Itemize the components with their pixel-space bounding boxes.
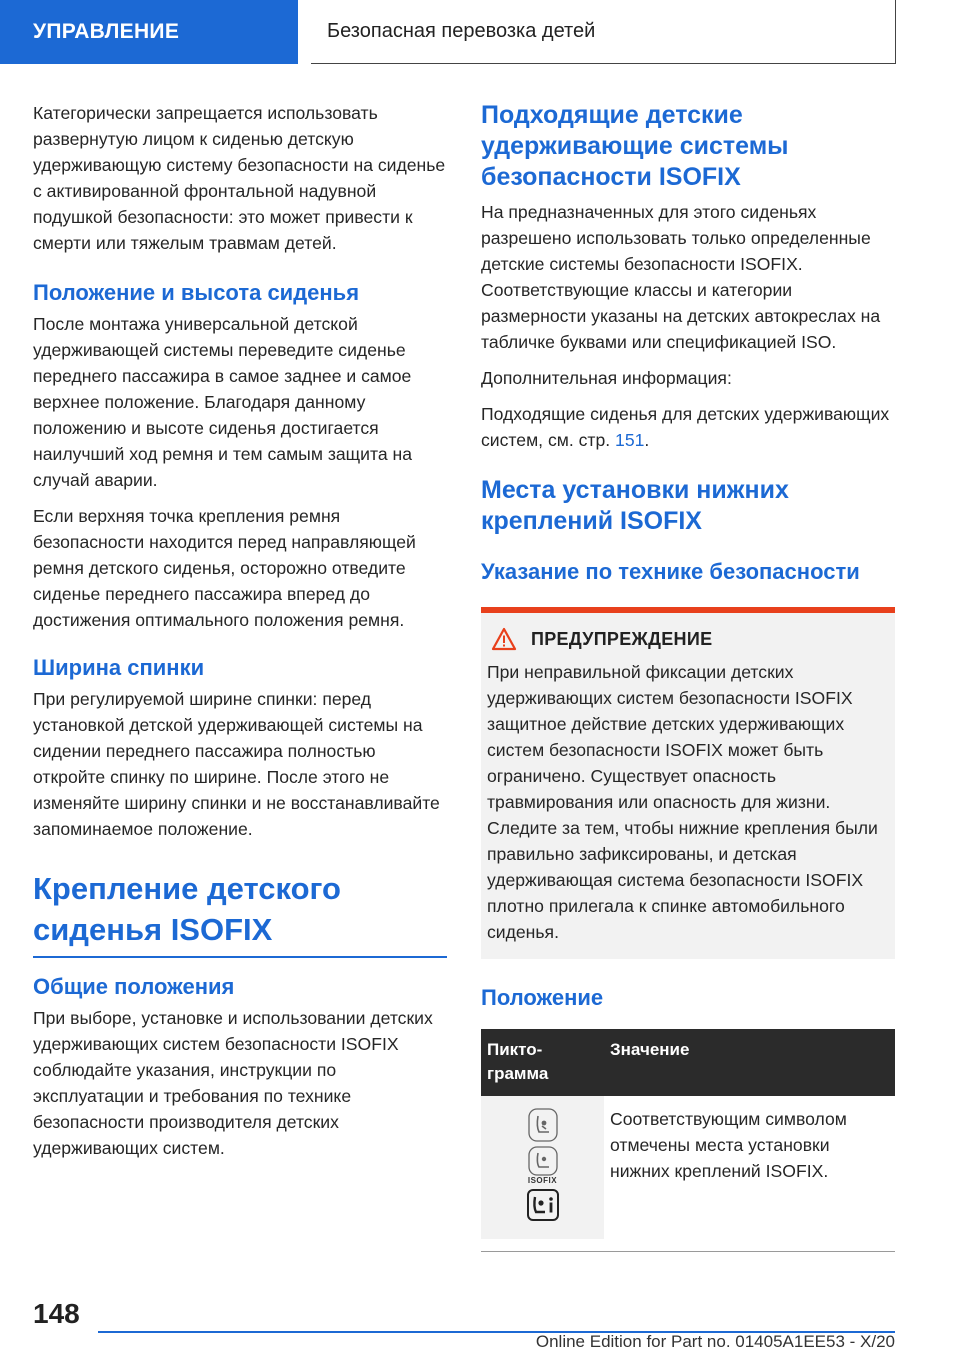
position-paragraph-2: Если верхняя точка крепления ремня безопасности находится перед направляющей ремня детского сиденья, осторожно отведите сиденье переднего пассажира вперед до достижения оптимального положения ремня. <box>33 506 416 630</box>
pictogram-table <box>481 1029 895 1239</box>
right-column <box>481 100 895 1252</box>
warning-header <box>487 627 887 651</box>
warning-text: При неправильной фиксации детских удерживающих систем безопасности ISOFIX защитное действие детских удерживающих систем безопасности ISOFIX может быть ограничено. Существует опасность травмирования или опасность для жизни. Следите за тем, чтобы нижние крепления были правильно зафиксированы, и детская удерживающая система безопасности ISOFIX плотно прилегала к спинке автомобильного сиденья. <box>487 662 878 942</box>
heading-divider <box>33 956 447 958</box>
intro-paragraph: Категорически запрещается использовать развернутую лицом к сиденью детскую удерживающую систему безопасности на сиденье с активированной фронтальной надувной подушкой безопасности: это может привести к смерти или тяжелым травмам детей. <box>33 103 446 253</box>
page-reference-link[interactable]: 151 <box>615 430 645 450</box>
suitable-heading: Подходящие детские удерживающие системы безопасности ISOFIX <box>481 101 789 191</box>
section-tab: УПРАВЛЕНИЕ <box>0 0 298 64</box>
width-paragraph: При регулируемой ширине спинки: перед установкой детской удерживающей системы на сидении переднего пассажира полностью откройте спинку по ширине. После этого не изменяйте ширину спинки и не восстанавливайте запоминаемое положение. <box>33 689 440 839</box>
table-header-row <box>481 1029 895 1096</box>
column-header-meaning: Значение <box>610 1040 690 1059</box>
edition-text: Online Edition for Part no. 01405A1EE53 - X/20 <box>535 1332 895 1351</box>
left-column <box>33 100 447 1171</box>
pictogram-stack <box>487 1106 598 1227</box>
isofix-label-icon <box>528 1146 558 1185</box>
suitable-paragraph-3-text: Подходящие сиденья для детских удерживающих систем, см. стр. <box>481 404 890 450</box>
meaning-cell <box>604 1096 895 1239</box>
warning-title: ПРЕДУПРЕЖДЕНИЕ <box>531 628 713 649</box>
isofix-seat-small-icon <box>528 1146 558 1176</box>
table-bottom-divider <box>481 1251 895 1252</box>
width-heading: Ширина спинки <box>33 655 205 680</box>
table-row <box>481 1096 895 1239</box>
chapter-title <box>311 0 896 64</box>
suitable-paragraph-3: Подходящие сиденья для детских удерживающих систем, см. стр. 151. <box>481 404 890 450</box>
meaning-text: Соответствующим символом отмечены места установки нижних креплений ISOFIX. <box>610 1109 847 1181</box>
general-heading: Общие положения <box>33 974 235 999</box>
general-paragraph: При выборе, установке и использовании детских удерживающих систем безопасности ISOFIX соблюдайте указания, инструкции по эксплуатации и требования по технике безопасности производителя детских удерживающих систем. <box>33 1008 433 1158</box>
pictogram-cell <box>481 1096 604 1239</box>
warning-box <box>481 607 895 959</box>
warning-triangle-icon <box>491 627 517 651</box>
location-heading: Положение <box>481 985 604 1010</box>
mounts-heading: Места установки нижних креплений ISOFIX <box>481 476 789 535</box>
page-number: 148 <box>33 1298 80 1329</box>
isofix-text-label: ISOFIX <box>527 1176 558 1185</box>
column-header-pictogram: Пикто- грамма <box>487 1040 549 1083</box>
position-paragraph-1: После монтажа универсальной детской удерживающей системы переведите сиденье переднего пассажира в самое заднее и самое верхнее положение. Благодаря данному положению и высоте сиденья достигается наилучший ход ремня и тем самым защита на случай аварии. <box>33 314 413 490</box>
chapter-title-text: Безопасная перевозка детей <box>327 20 596 42</box>
isofix-info-icon <box>527 1189 559 1221</box>
suitable-paragraph-2: Дополнительная информация: <box>481 368 732 388</box>
isofix-seat-icon <box>528 1108 558 1142</box>
isofix-heading: Крепление детского сиденья ISOFIX <box>33 871 341 947</box>
suitable-paragraph-1: На предназначенных для этого сиденьях разрешено использовать только определенные детские системы безопасности ISOFIX. Соответствующие классы и категории размерности указаны на детских автокреслах на табличке буквами или спецификацией ISO. <box>481 202 881 352</box>
position-heading: Положение и высота сиденья <box>33 280 360 305</box>
safety-heading: Указание по технике безопасности <box>481 559 860 584</box>
